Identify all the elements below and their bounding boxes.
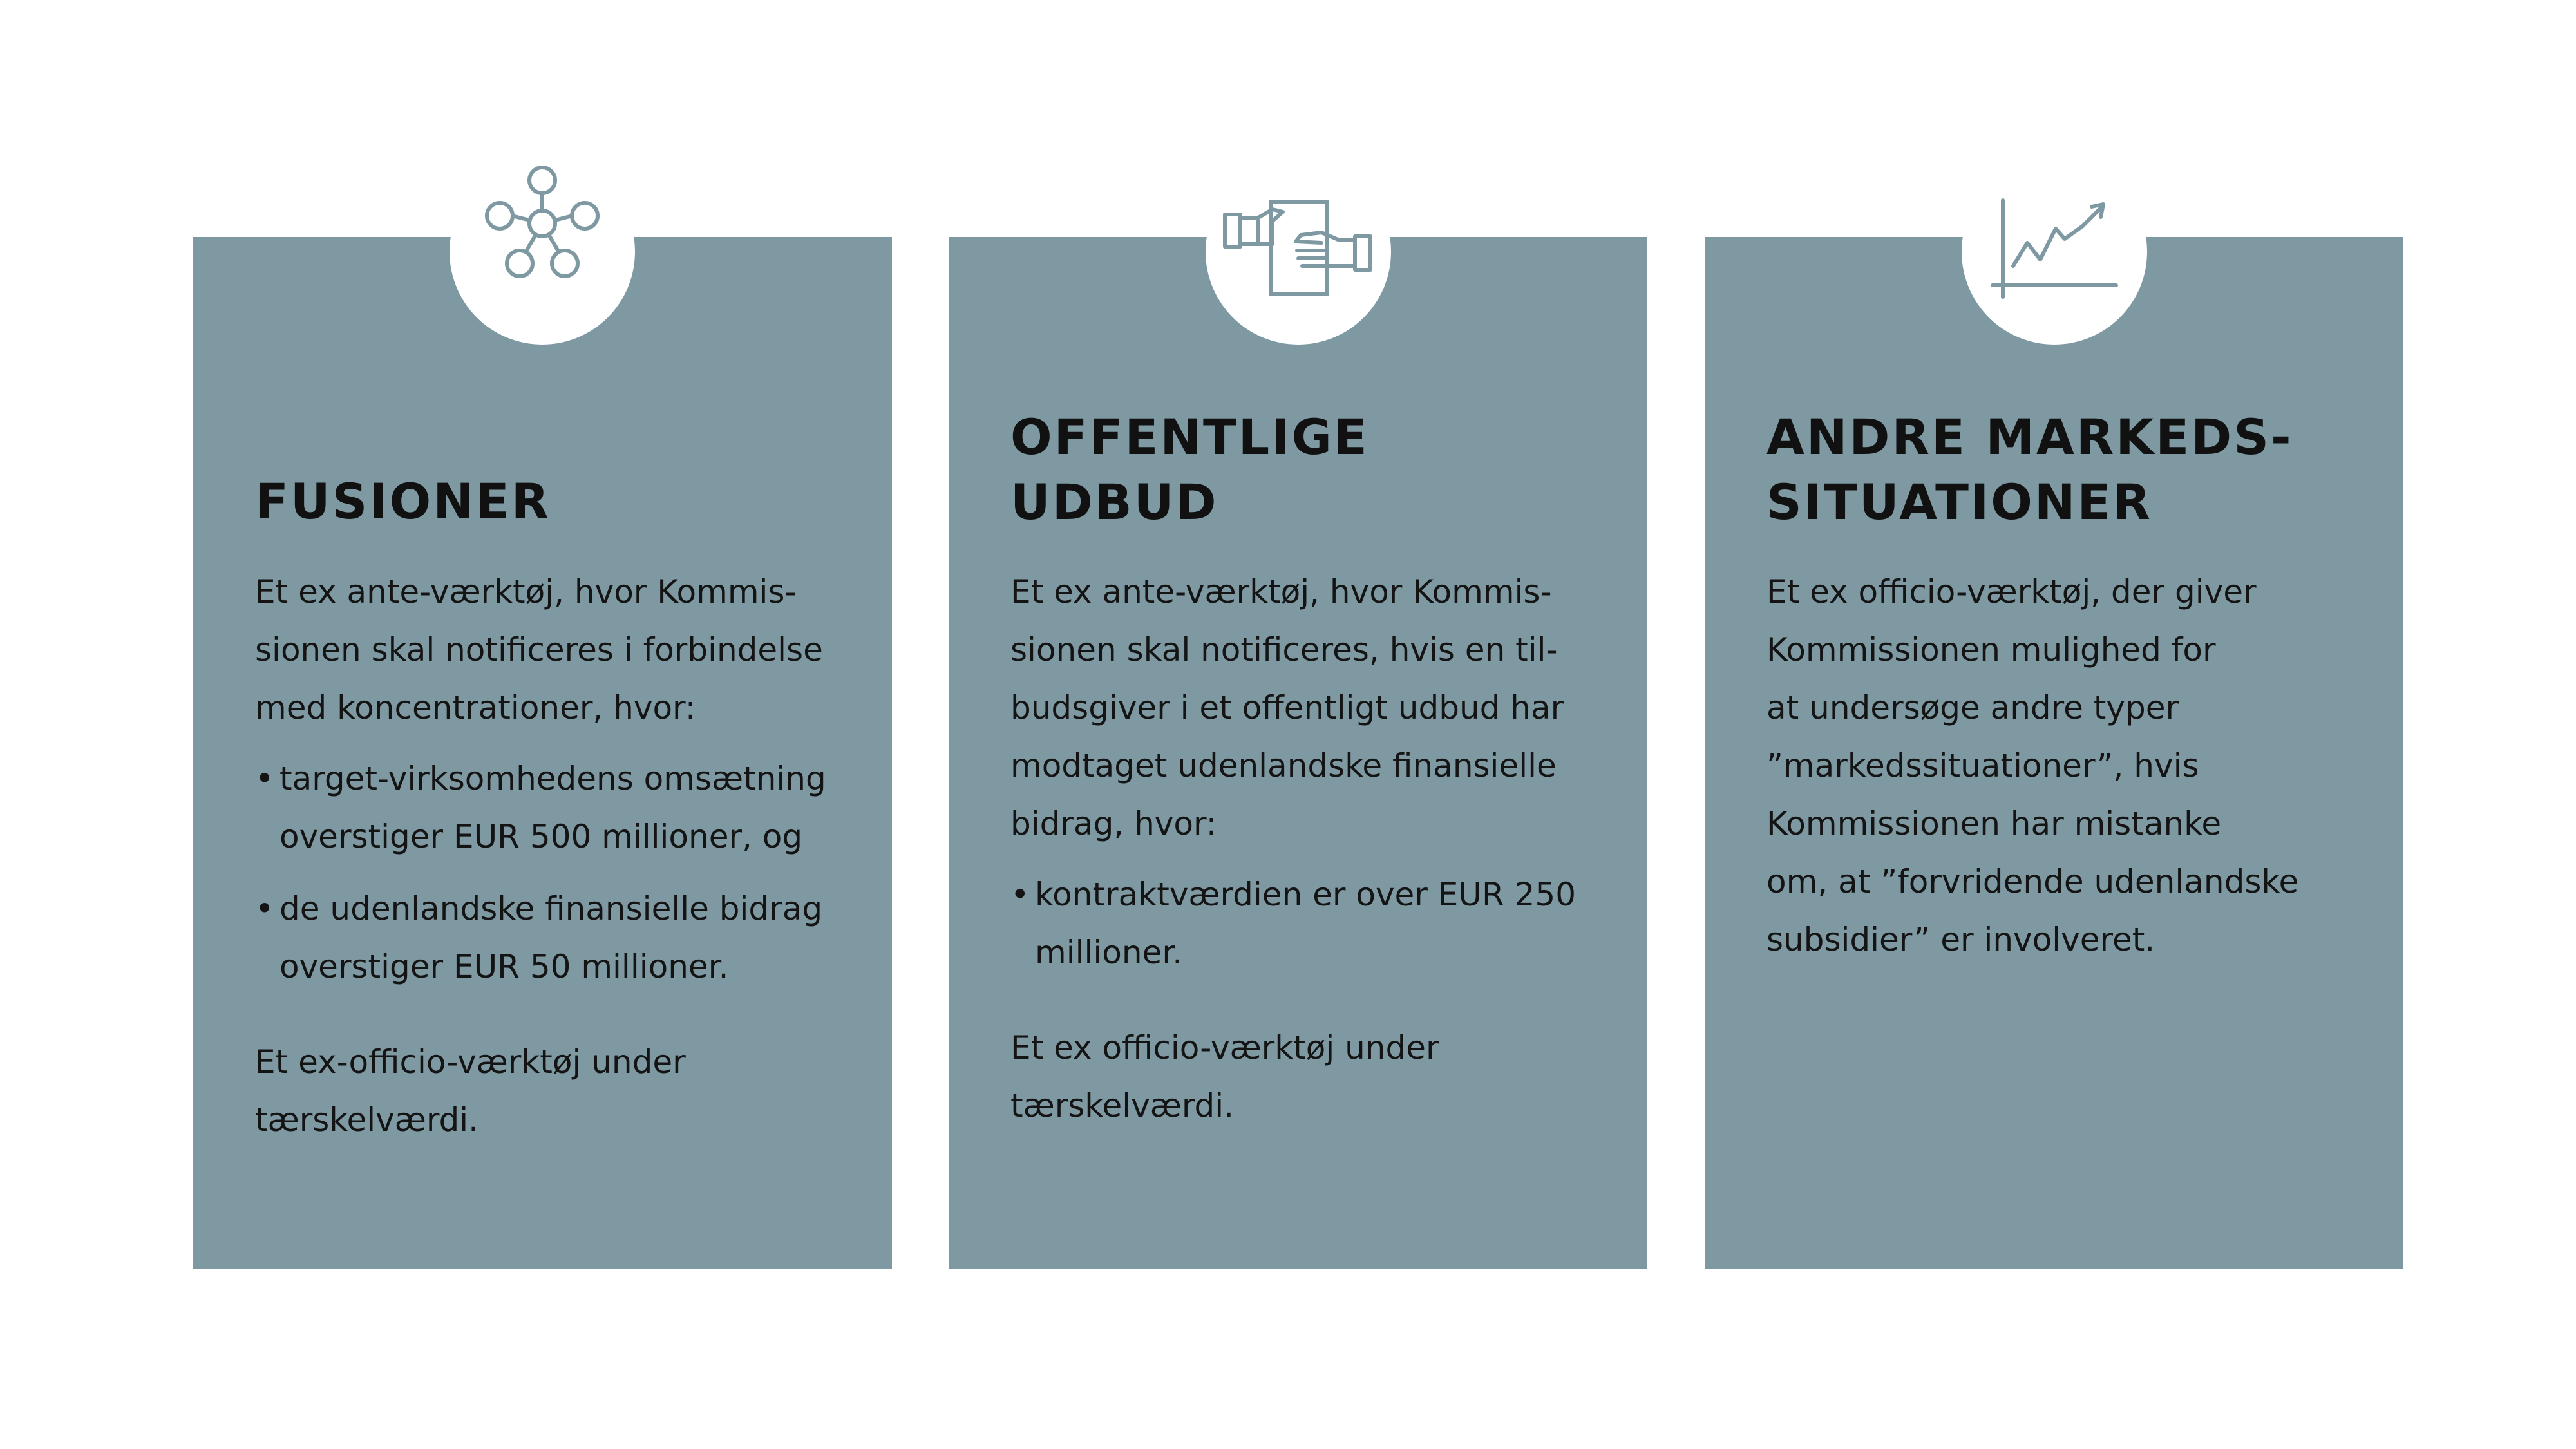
bullet-list — [255, 750, 866, 996]
text-line: Et ex ante-værktøj, hvor Kommis- — [1010, 573, 1552, 611]
intro-paragraph — [1010, 563, 1622, 853]
text-line: Et ex ante-værktøj, hvor Kommis- — [255, 573, 797, 611]
text-line: med koncentrationer, hvor: — [255, 689, 696, 726]
bullet-item — [255, 750, 866, 866]
card-heading — [255, 469, 551, 534]
card-body — [255, 563, 866, 1149]
card-offentlige-udbud — [949, 237, 1647, 1269]
icon-badge — [1206, 159, 1391, 345]
heading-line: SITUATIONER — [1766, 473, 2152, 531]
outro-paragraph — [1010, 1019, 1622, 1135]
text-line: ”markedssituationer”, hvis — [1766, 747, 2199, 784]
card-body — [1010, 563, 1622, 1135]
intro-paragraph — [255, 563, 866, 737]
icon-badge — [1962, 159, 2147, 345]
text-line: Et ex officio-værktøj under — [1010, 1029, 1439, 1066]
bullet-item — [255, 880, 866, 996]
bullet-list — [1010, 866, 1622, 981]
text-line: modtaget udenlandske finansielle — [1010, 747, 1557, 784]
intro-paragraph — [1766, 563, 2378, 969]
icon-badge — [450, 159, 635, 345]
card-heading — [1766, 404, 2293, 535]
text-line: sionen skal notificeres i forbindelse — [255, 631, 823, 668]
text-line: budsgiver i et offentligt udbud har — [1010, 689, 1564, 726]
text-line: de udenlandske finansielle bidrag — [279, 890, 823, 927]
text-line: tærskelværdi. — [255, 1101, 479, 1139]
text-line: Kommissionen mulighed for — [1766, 631, 2216, 668]
network-icon — [450, 159, 635, 345]
text-line: overstiger EUR 50 millioner. — [279, 948, 729, 985]
outro-paragraph — [255, 1033, 866, 1149]
text-line: Et ex-officio-værktøj under — [255, 1043, 686, 1081]
text-line: om, at ”forvridende udenlandske — [1766, 863, 2299, 900]
text-line: overstiger EUR 500 millioner, og — [279, 818, 803, 855]
text-line: tærskelværdi. — [1010, 1087, 1235, 1124]
heading-line: FUSIONER — [255, 473, 551, 530]
card-heading — [1010, 404, 1369, 535]
text-line: bidrag, hvor: — [1010, 805, 1217, 842]
text-line: millioner. — [1035, 934, 1183, 971]
bullet-dot: • — [255, 760, 274, 797]
text-line: kontraktværdien er over EUR 250 — [1035, 876, 1577, 913]
card-andre-markedssituationer — [1705, 237, 2403, 1269]
bullet-dot: • — [1010, 876, 1030, 913]
heading-line: ANDRE MARKEDS- — [1766, 408, 2293, 466]
heading-line: OFFENTLIGE — [1010, 408, 1369, 466]
text-line: at undersøge andre typer — [1766, 689, 2179, 726]
text-line: target-virksomhedens omsætning — [279, 760, 826, 797]
card-body — [1766, 563, 2378, 969]
text-line: Kommissionen har mistanke — [1766, 805, 2222, 842]
text-line: subsidier” er involveret. — [1766, 921, 2155, 958]
bullet-item — [1010, 866, 1622, 981]
handover-document-icon — [1206, 159, 1391, 345]
trend-chart-icon — [1962, 159, 2147, 345]
text-line: sionen skal notificeres, hvis en til- — [1010, 631, 1558, 668]
card-fusioner — [193, 237, 892, 1269]
bullet-dot: • — [255, 890, 274, 927]
heading-line: UDBUD — [1010, 473, 1218, 531]
text-line: Et ex officio-værktøj, der giver — [1766, 573, 2257, 611]
